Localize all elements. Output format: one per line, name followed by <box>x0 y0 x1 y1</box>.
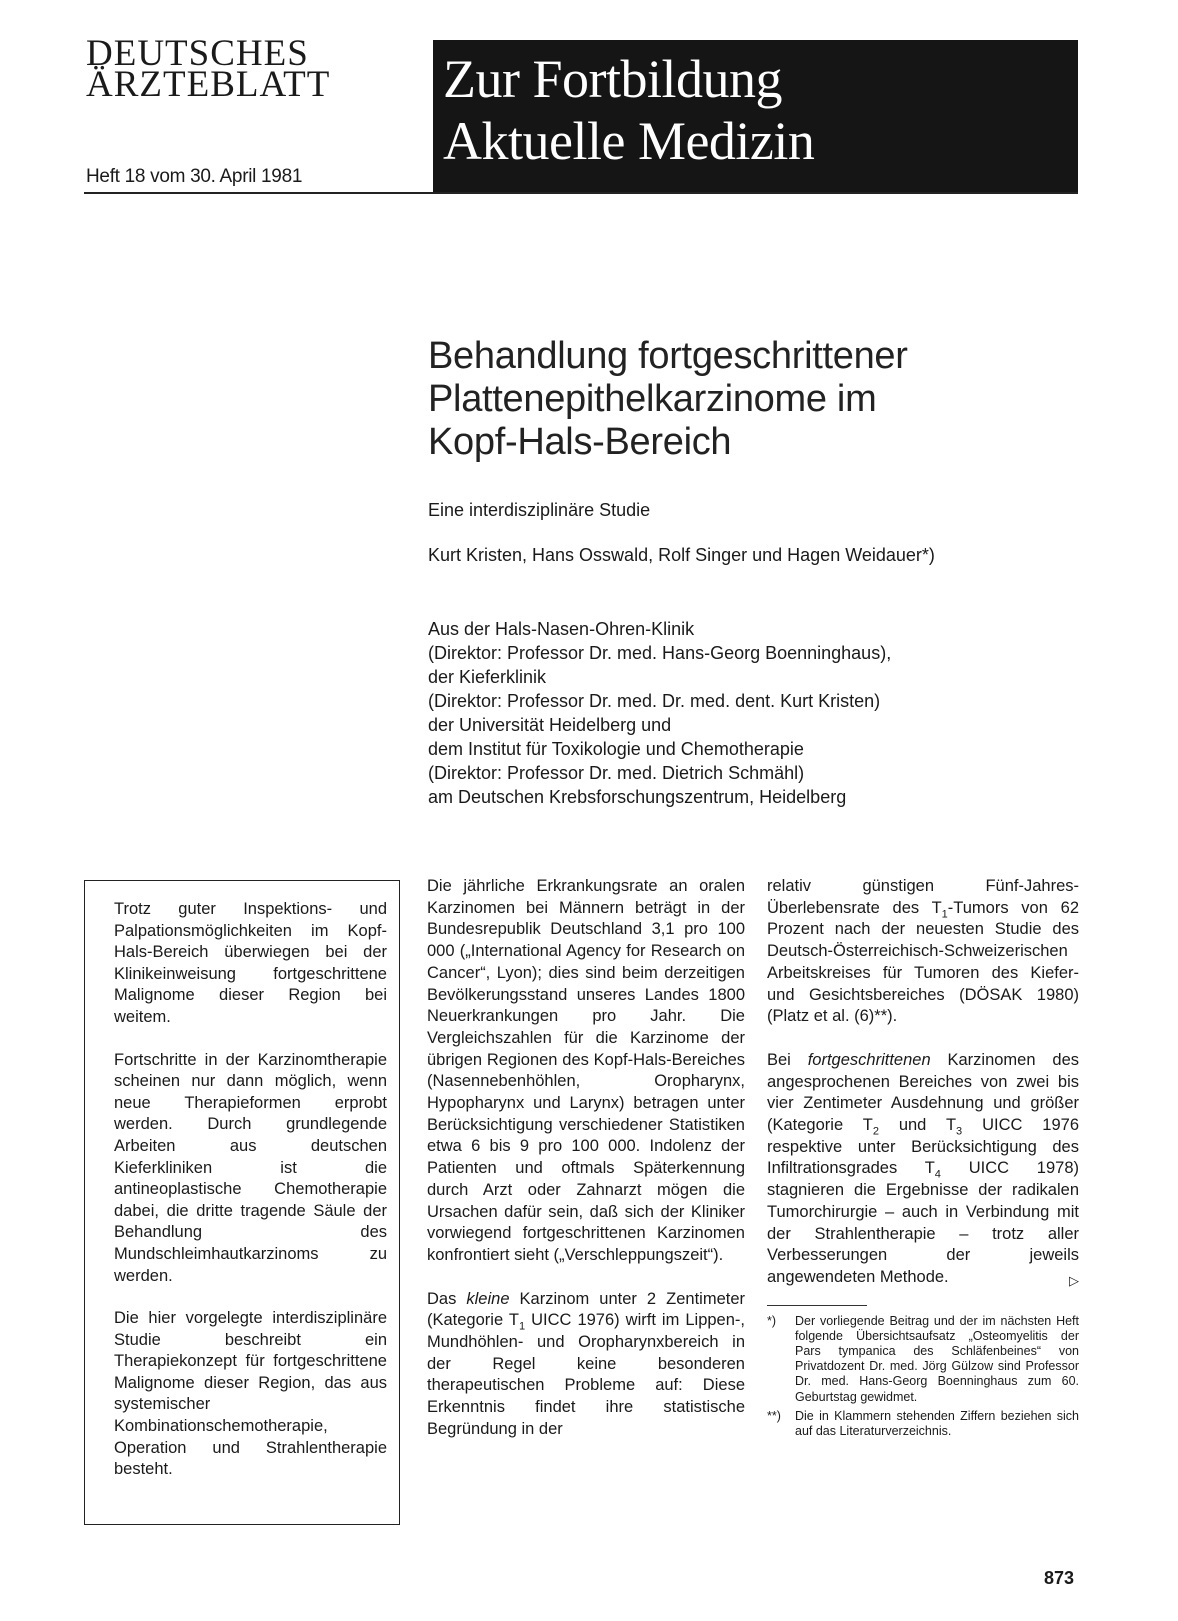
article-subtitle: Eine interdisziplinäre Studie <box>428 500 651 520</box>
affiliation-line: (Direktor: Professor Dr. med. Dietrich Schmähl) <box>428 763 805 783</box>
body-paragraph <box>427 1289 745 1441</box>
section-line2: Aktuelle Medizin <box>443 111 815 171</box>
affiliation-line: (Direktor: Professor Dr. med. Hans-Georg Boenninghaus), <box>428 643 892 663</box>
abstract-paragraph: Trotz guter Inspektions- und Palpationsmöglichkeiten im Kopf-Hals-Bereich überwiegen bei der Klinikeinweisung fortgeschrittene Malignome dieser Region bei weitem. <box>114 900 387 1026</box>
footnote-rule <box>767 1305 867 1306</box>
section-banner <box>433 40 1078 192</box>
body-column-2 <box>427 876 745 1463</box>
subscript: 4 <box>934 1168 941 1181</box>
abstract-box <box>84 880 400 1525</box>
text-run: -Tumors von 62 Prozent nach der neuesten Studie des Deutsch-Österreichisch-Schweizerischen Arbeitskreises für Tumoren des Kiefer- und Gesichtsbereiches (DÖSAK 1980) (Platz et al. (6)**). <box>767 898 1079 1026</box>
article-title <box>428 335 1068 464</box>
abstract-paragraph: Fortschritte in der Karzinomtherapie scheinen nur dann möglich, wenn neue Therapieformen erprobt werden. Durch grundlegende Arbeiten aus deutschen Kieferkliniken ist die antineoplastische Chemotherapie dabei, die dritte tragende Säule der Behandlung des Mundschleimhautkarzinoms zu werden. <box>114 1050 387 1285</box>
footnote-text: Der vorliegende Beitrag und der im nächsten Heft folgende Übersichtsaufsatz „Osteomyelitis der Pars tympanica des Schläfenbeines“ von Privatdozent Dr. med. Jörg Gülzow sind Professor Dr. med. Hans-Georg Boenninghaus zum 60. Geburtstag gewidmet. <box>795 1313 1079 1404</box>
text-run: UICC 1978) stagnieren die Ergebnisse der radikalen Tumorchirurgie – auch in Verbindung mit der Strahlentherapie – trotz aller Verbesserungen der jeweils angewendeten Methode. <box>767 1159 1079 1286</box>
subscript: 3 <box>956 1125 963 1138</box>
emphasis: fortgeschrittenen <box>807 1050 931 1069</box>
affiliation-line: dem Institut für Toxikologie und Chemotherapie <box>428 739 804 759</box>
body-paragraph <box>767 876 1079 1028</box>
affiliation-line: am Deutschen Krebsforschungszentrum, Heidelberg <box>428 787 847 807</box>
page-number: 873 <box>1044 1568 1075 1588</box>
body-paragraph: Die jährliche Erkrankungsrate an oralen Karzinomen bei Männern beträgt in der Bundesrepublik Deutschland 3,1 pro 100 000 („International Agency for Research on Cancer“, Lyon); dies sind beim derzeitigen Bevölkerungsstand unseres Landes 1800 Neuerkrankungen pro Jahr. Die Vergleichszahlen für die Karzinome der übrigen Regionen des Kopf-Hals-Bereiches (Nasennebenhöhlen, Oropharynx, Hypopharynx und Larynx) betragen unter Berücksichtigung verschiedener Statistiken etwa 6 bis 9 pro 100 000. Indolenz der Patienten und oftmals Späterkennung durch Arzt oder Zahnarzt mögen die Ursachen dafür sein, daß sich der Kliniker vorwiegend fortgeschrittenen Karzinomen konfrontiert sieht („Verschleppungszeit“). <box>427 877 745 1264</box>
title-line: Plattenepithelkarzinome im <box>428 378 877 420</box>
masthead-name-line1: DEUTSCHES <box>86 33 309 74</box>
footnote-mark: **) <box>767 1408 781 1423</box>
subscript: 1 <box>941 908 948 920</box>
text-run: und T <box>878 1116 957 1135</box>
emphasis: kleine <box>466 1289 510 1308</box>
issue-line: Heft 18 vom 30. April 1981 <box>86 166 303 187</box>
abstract-paragraph: Die hier vorgelegte interdisziplinäre Studie beschreibt ein Therapiekonzept für fortgeschrittene Malignome dieser Region, das aus systemischer Kombinationschemotherapie, Operation und Strahlentherapie besteht. <box>114 1309 387 1479</box>
affiliation-line: der Kieferklinik <box>428 667 547 687</box>
title-line: Kopf-Hals-Bereich <box>428 421 732 463</box>
subscript: 1 <box>518 1320 526 1333</box>
continue-arrow-icon: ▷ <box>1069 1272 1079 1288</box>
text-run: UICC 1976 respektive unter Berücksichtigung des Infiltrationsgrades T <box>767 1116 1079 1178</box>
affiliation-block <box>428 617 1068 809</box>
footnote <box>767 1314 1079 1405</box>
section-line1: Zur Fortbildung <box>443 49 782 109</box>
body-column-3 <box>767 876 1079 1443</box>
masthead-title <box>86 33 416 105</box>
affiliation-line: der Universität Heidelberg und <box>428 715 672 735</box>
footnote <box>767 1409 1079 1439</box>
text-run: Bei <box>767 1050 808 1069</box>
text-run: UICC 1976) wirft im Lippen-, Mundhöhlen- und Oropharynxbereich in der Regel keine besonderen therapeutischen Probleme auf: Diese Erkenntnis findet ihre statistische Begründung in der <box>427 1311 745 1438</box>
masthead-name-line2: ÄRZTEBLATT <box>86 64 331 105</box>
article-authors: Kurt Kristen, Hans Osswald, Rolf Singer und Hagen Weidauer*) <box>428 545 935 565</box>
text-run: relativ günstigen Fünf-Jahres-Überlebensrate des T <box>767 877 1079 917</box>
title-line: Behandlung fortgeschrittener <box>428 335 908 377</box>
footnote-mark: *) <box>767 1313 777 1328</box>
affiliation-line: (Direktor: Professor Dr. med. Dr. med. dent. Kurt Kristen) <box>428 691 881 711</box>
text-run: Das <box>427 1289 467 1308</box>
footnote-text: Die in Klammern stehenden Ziffern beziehen sich auf das Literaturverzeichnis. <box>795 1408 1079 1439</box>
header-rule <box>84 192 1078 194</box>
text-run: Karzinomen des angesprochenen Bereiches von zwei bis vier Zentimeter Ausdehnung und größer (Kategorie T <box>767 1050 1079 1135</box>
text-run: Karzinom unter 2 Zentimeter (Kategorie T <box>427 1289 745 1330</box>
affiliation-line: Aus der Hals-Nasen-Ohren-Klinik <box>428 619 695 639</box>
subscript: 2 <box>872 1125 879 1138</box>
body-paragraph <box>767 1050 1079 1289</box>
